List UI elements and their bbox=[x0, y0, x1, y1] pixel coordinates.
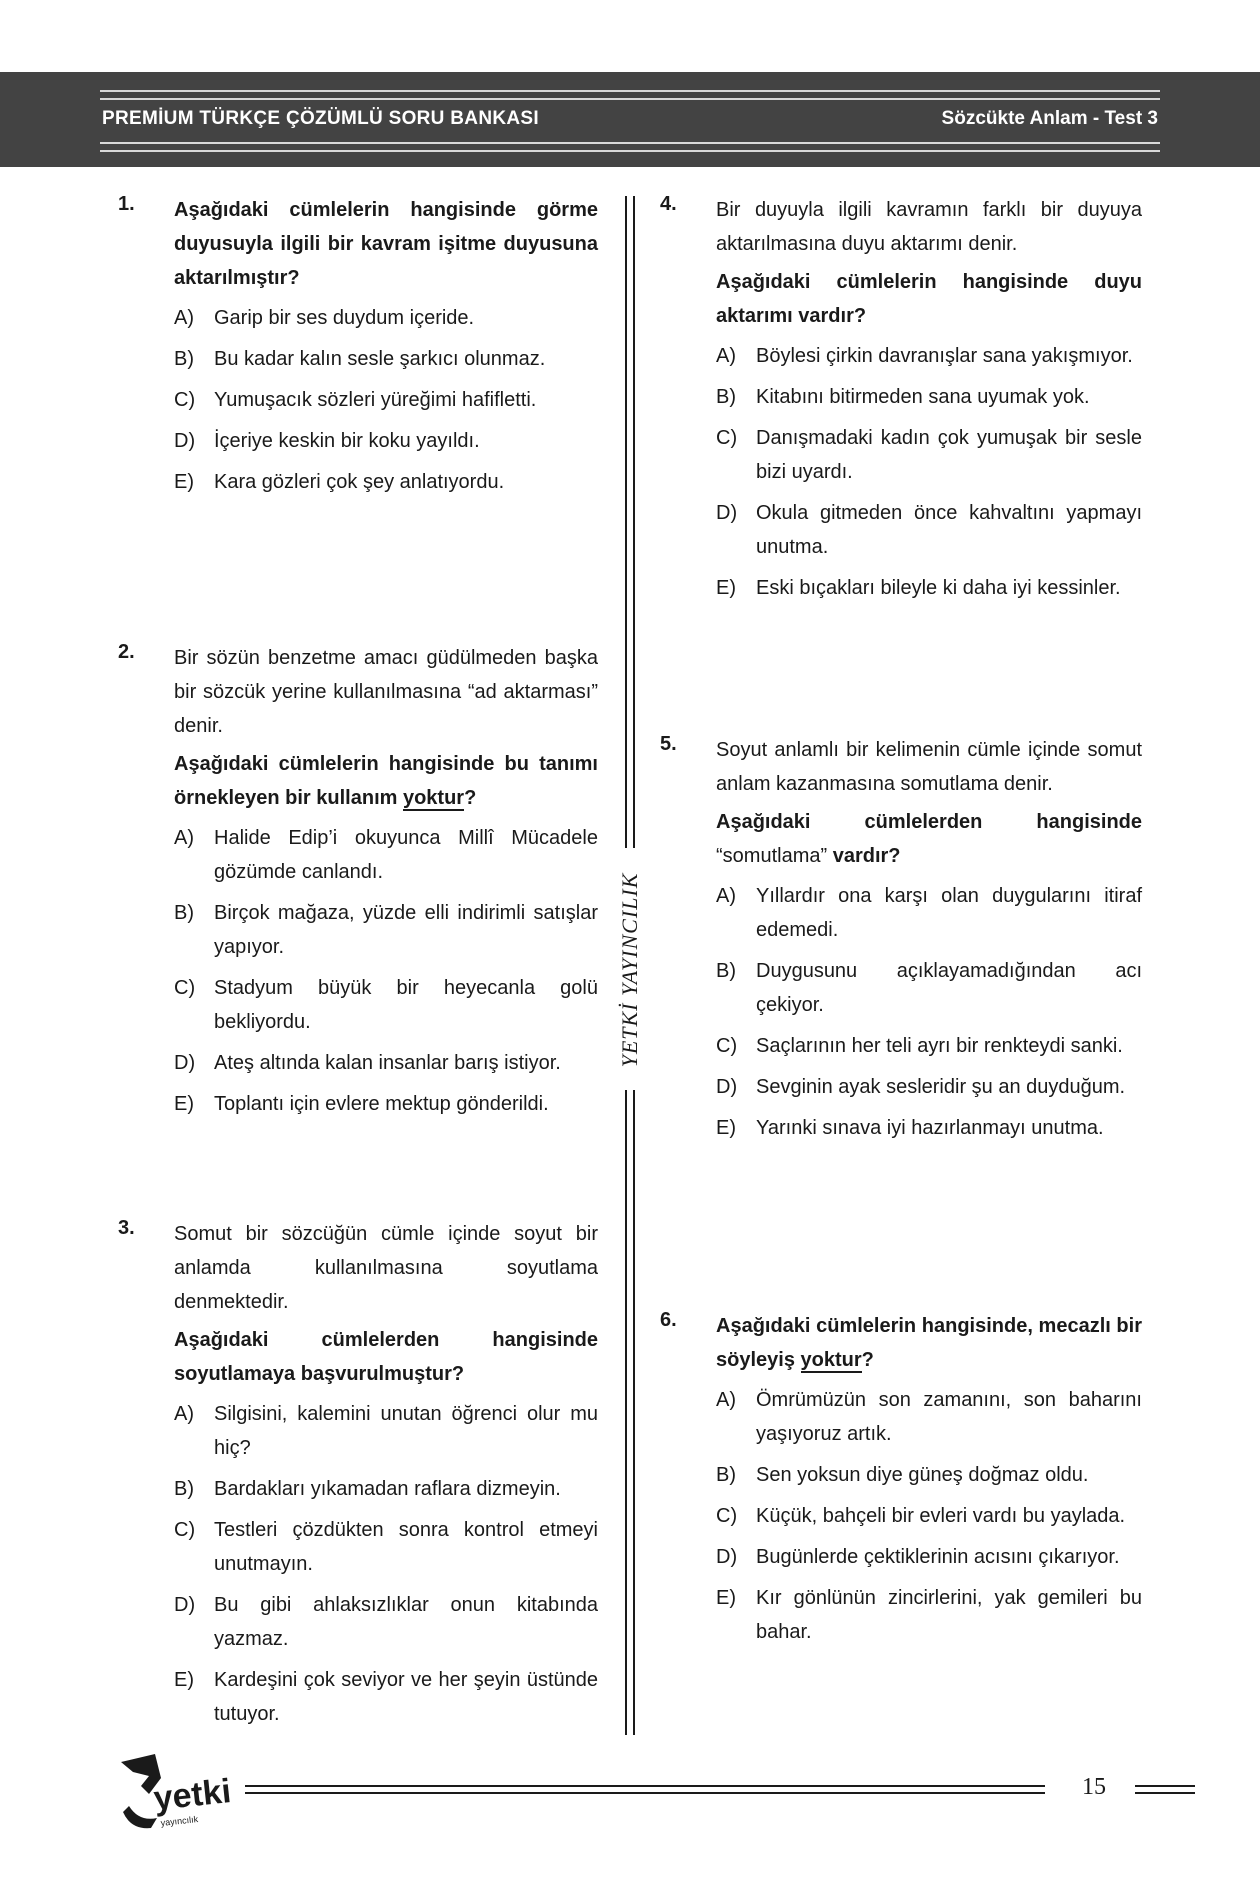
option-b[interactable]: B) Sen yoksun diye güneş doğmaz oldu. bbox=[716, 1464, 1089, 1486]
question-number: 1. bbox=[118, 193, 135, 215]
option-b[interactable]: B) Birçok mağaza, yüzde elli indirimli satışlar yapıyor. bbox=[174, 902, 598, 958]
page-number: 15 bbox=[1082, 1774, 1106, 1800]
question-ask: Aşağıdaki cümlelerden hangisinde “somutlama” vardır? bbox=[716, 811, 1142, 867]
yetki-logo bbox=[115, 1748, 255, 1838]
book-title: PREMİUM TÜRKÇE ÇÖZÜMLÜ SORU BANKASI bbox=[102, 108, 539, 129]
option-c[interactable]: C) Danışmadaki kadın çok yumuşak bir sesle bizi uyardı. bbox=[716, 427, 1142, 483]
option-a[interactable]: A) Silgisini, kalemini unutan öğrenci olur mu hiç? bbox=[174, 1403, 598, 1459]
option-e[interactable]: E) Kardeşini çok seviyor ve her şeyin üstünde tutuyor. bbox=[174, 1669, 598, 1725]
question-3 bbox=[118, 1217, 598, 1738]
question-stem: Bir sözün benzetme amacı güdülmeden başka bir sözcük yerine kullanılmasına “ad aktarması” denir. bbox=[174, 647, 598, 737]
question-number: 4. bbox=[660, 193, 677, 215]
question-6 bbox=[660, 1309, 1142, 1656]
options-list bbox=[174, 1397, 598, 1731]
option-c[interactable]: C) Yumuşacık sözleri yüreğimi hafifletti. bbox=[174, 389, 537, 411]
question-number: 6. bbox=[660, 1309, 677, 1331]
question-5 bbox=[660, 733, 1142, 1152]
option-d[interactable]: D) Ateş altında kalan insanlar barış istiyor. bbox=[174, 1052, 561, 1074]
option-d[interactable]: D) Okula gitmeden önce kahvaltını yapmayı unutma. bbox=[716, 502, 1142, 558]
option-e[interactable]: E) Kır gönlünün zincirlerini, yak gemileri bu bahar. bbox=[716, 1587, 1142, 1643]
question-number: 3. bbox=[118, 1217, 135, 1239]
svg-text:yetki: yetki bbox=[151, 1772, 233, 1818]
question-stem: Soyut anlamlı bir kelimenin cümle içinde somut anlam kazanmasına somutlama denir. bbox=[716, 739, 1142, 795]
question-number: 2. bbox=[118, 641, 135, 663]
column-divider-top bbox=[625, 196, 635, 848]
question-2 bbox=[118, 641, 598, 1128]
question-ask: Aşağıdaki cümlelerin hangisinde, mecazlı bir söyleyiş yoktur? bbox=[716, 1315, 1142, 1371]
option-a[interactable]: A) Yıllardır ona karşı olan duygularını itiraf edemedi. bbox=[716, 885, 1142, 941]
option-e[interactable]: E) Kara gözleri çok şey anlatıyordu. bbox=[174, 471, 505, 493]
options-list bbox=[716, 339, 1142, 605]
page-header bbox=[0, 72, 1260, 167]
option-a[interactable]: A) Halide Edip’i okuyunca Millî Mücadele gözümde canlandı. bbox=[174, 827, 598, 883]
footer-rule-left bbox=[245, 1785, 1045, 1794]
svg-text:yayıncılık: yayıncılık bbox=[160, 1814, 199, 1828]
option-e[interactable]: E) Eski bıçakları bileyle ki daha iyi kessinler. bbox=[716, 577, 1121, 599]
options-list bbox=[174, 301, 598, 499]
option-d[interactable]: D) Bu gibi ahlaksızlıklar onun kitabında yazmaz. bbox=[174, 1594, 598, 1650]
option-b[interactable]: B) Kitabını bitirmeden sana uyumak yok. bbox=[716, 386, 1090, 408]
option-c[interactable]: C) Saçlarının her teli ayrı bir renkteydi sanki. bbox=[716, 1035, 1123, 1057]
option-a[interactable]: A) Garip bir ses duydum içeride. bbox=[174, 307, 475, 329]
question-stem: Aşağıdaki cümlelerin hangisinde görme duyusuyla ilgili bir kavram işitme duyusuna aktarılmıştır? bbox=[174, 199, 598, 289]
options-list bbox=[716, 879, 1142, 1145]
question-1 bbox=[118, 193, 598, 506]
underlined-word: yoktur bbox=[402, 787, 465, 809]
question-ask: Aşağıdaki cümlelerin hangisinde bu tanımı örnekleyen bir kullanım yoktur? bbox=[174, 753, 598, 809]
option-b[interactable]: B) Duygusunu açıklayamadığından acı çekiyor. bbox=[716, 960, 1142, 1016]
test-title: Sözcükte Anlam - Test 3 bbox=[941, 108, 1158, 129]
option-b[interactable]: B) Bardakları yıkamadan raflara dizmeyin. bbox=[174, 1478, 561, 1500]
option-d[interactable]: D) İçeriye keskin bir koku yayıldı. bbox=[174, 430, 480, 452]
option-e[interactable]: E) Yarınki sınava iyi hazırlanmayı unutma. bbox=[716, 1117, 1104, 1139]
header-rule-bottom bbox=[100, 142, 1160, 152]
option-a[interactable]: A) Ömrümüzün son zamanını, son baharını yaşıyoruz artık. bbox=[716, 1389, 1142, 1445]
option-c[interactable]: C) Küçük, bahçeli bir evleri vardı bu yaylada. bbox=[716, 1505, 1126, 1527]
question-stem: Somut bir sözcüğün cümle içinde soyut bir anlamda kullanılmasına soyutlama denmektedir. bbox=[174, 1223, 598, 1313]
underlined-word: yoktur bbox=[800, 1349, 862, 1371]
header-rule-top bbox=[100, 90, 1160, 100]
option-a[interactable]: A) Böylesi çirkin davranışlar sana yakışmıyor. bbox=[716, 345, 1133, 367]
option-d[interactable]: D) Sevginin ayak sesleridir şu an duyduğum. bbox=[716, 1076, 1126, 1098]
question-4 bbox=[660, 193, 1142, 612]
options-list bbox=[716, 1383, 1142, 1649]
option-e[interactable]: E) Toplantı için evlere mektup gönderildi. bbox=[174, 1093, 549, 1115]
question-ask: Aşağıdaki cümlelerin hangisinde duyu aktarımı vardır? bbox=[716, 271, 1142, 327]
option-c[interactable]: C) Stadyum büyük bir heyecanla golü bekliyordu. bbox=[174, 977, 598, 1033]
side-brand-text: YETKİ YAYINCILIK bbox=[617, 872, 642, 1068]
option-d[interactable]: D) Bugünlerde çektiklerinin acısını çıkarıyor. bbox=[716, 1546, 1120, 1568]
option-c[interactable]: C) Testleri çözdükten sonra kontrol etmeyi unutmayın. bbox=[174, 1519, 598, 1575]
column-divider-bottom bbox=[625, 1090, 635, 1735]
option-b[interactable]: B) Bu kadar kalın sesle şarkıcı olunmaz. bbox=[174, 348, 546, 370]
options-list bbox=[174, 821, 598, 1121]
question-number: 5. bbox=[660, 733, 677, 755]
question-stem: Bir duyuyla ilgili kavramın farklı bir duyuya aktarılmasına duyu aktarımı denir. bbox=[716, 199, 1142, 255]
footer-rule-right bbox=[1135, 1785, 1195, 1794]
question-ask: Aşağıdaki cümlelerden hangisinde soyutlamaya başvurulmuştur? bbox=[174, 1329, 598, 1385]
